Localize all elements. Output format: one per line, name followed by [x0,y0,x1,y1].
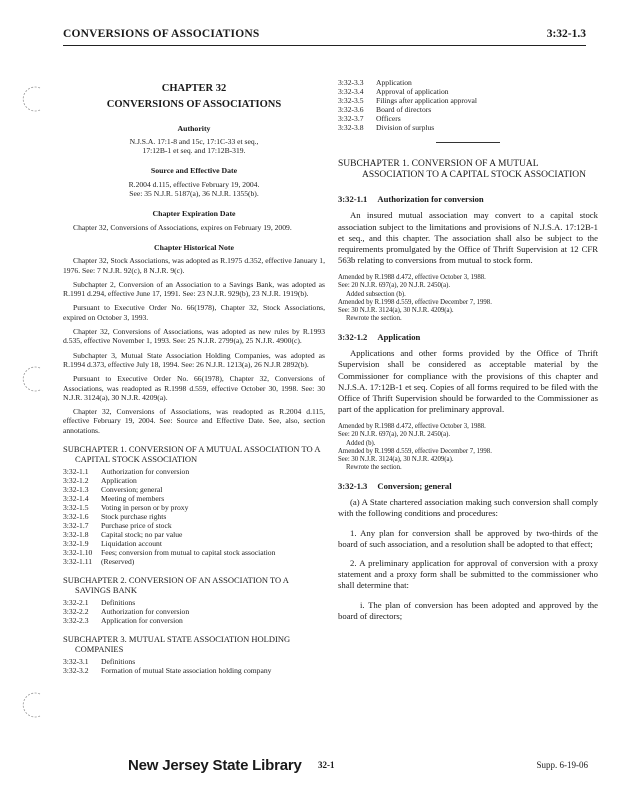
supplement-date: Supp. 6-19-06 [536,760,588,770]
section-text: i. The plan of conversion has been adopted and approved by the board of directors; [338,599,598,621]
section-text: An insured mutual association may convert to a capital stock association subject to the limitations and provisions of N.J.S.A. 17:12B-1 et seq., and this chapter. The association shall also be subject to the requirements promulgated by the Office of Thrift Supervision at 12 CFR 563b relating to conversions from mutual to stock form. [338,210,598,266]
history-paragraph: Chapter 32, Conversions of Associations, was readopted as R.2004 d.115, effective February 19, 2004. See: Source and Effective Date. See, also, section annotations. [63,407,325,435]
subchapter-2-heading: SUBCHAPTER 2. CONVERSION OF AN ASSOCIATION TO A SAVINGS BANK [63,575,289,595]
toc-item[interactable]: 3:32-1.11 (Reserved) [63,557,135,567]
amendment-history: Amended by R.1988 d.472, effective October 3, 1988. See: 20 N.J.R. 697(a), 20 N.J.R. 2450(a). Added (b). Amended by R.1998 d.559, effective December 7, 1998. See: 30 N.J.R. 3124(a), 30 N.J.R. 4209(a). Rewrote the section. [338,423,492,471]
toc-item[interactable]: 3:32-2.1 Definitions [63,598,136,608]
subchapter-1-heading: SUBCHAPTER 1. CONVERSION OF A MUTUAL ASSOCIATION TO A CAPITAL STOCK ASSOCIATION [63,444,321,464]
section-heading: 3:32-1.2 Application [338,331,421,342]
section-heading: 3:32-1.3 Conversion; general [338,480,452,491]
punch-hole-icon [18,690,48,720]
toc-item[interactable]: 3:32-3.3 Application [338,78,412,87]
subchapter-3-heading: SUBCHAPTER 3. MUTUAL STATE ASSOCIATION HOLDING COMPANIES [63,634,291,654]
punch-hole-icon [18,364,48,394]
left-column [63,72,325,675]
authority-heading: Authority [177,123,211,133]
toc-item[interactable]: 3:32-3.2 Formation of mutual State association holding company [63,666,272,676]
right-column [338,78,598,630]
chapter-number: CHAPTER 32 [161,83,227,94]
subchapter-1-title: SUBCHAPTER 1. CONVERSION OF A MUTUAL ASSOCIATION TO A CAPITAL STOCK ASSOCIATION [338,159,587,180]
source-heading: Source and Effective Date [150,166,238,176]
toc-item[interactable]: 3:32-2.3 Application for conversion [63,616,183,626]
toc-item[interactable]: 3:32-2.2 Authorization for conversion [63,607,190,617]
section-text: 2. A preliminary application for approval of conversion with a proxy statement and a proxy form shall be submitted to the commissioner who shall determine that: [338,558,598,591]
section-text: Applications and other forms provided by the Office of Thrift Supervision shall be considered as acceptable material by the Commissioner for compliance with the provisions of this chapter and N.J.S.A. 17:12B-1 et seq. Copies of all forms required to be filed with the Office of Thrift Supervision should be forwarded to the Commissioner as part of the application for preliminary approval. [338,348,598,415]
toc-item[interactable]: 3:32-1.4 Meeting of members [63,494,165,504]
expiration-heading: Chapter Expiration Date [152,209,236,219]
toc-item[interactable]: 3:32-3.4 Approval of application [338,87,449,96]
library-stamp: New Jersey State Library [128,757,302,774]
toc-item[interactable]: 3:32-3.8 Division of surplus [338,123,435,132]
toc-item[interactable]: 3:32-1.1 Authorization for conversion [63,467,190,477]
authority-line: 17:12B-1 et seq. and 17:12B-319. [142,146,246,156]
source-line: R.2004 d.115, effective February 19, 2004. [128,179,260,189]
history-paragraph: Pursuant to Executive Order No. 66(1978), Chapter 32, Conversions of Associations, was readopted as R.1998 d.559, effective October 30, 1998. See: 30 N.J.R. 3124(a), 30 N.J.R. 4209(a). [63,374,325,402]
running-header-title: CONVERSIONS OF ASSOCIATIONS [63,28,260,40]
section-heading: 3:32-1.1 Authorization for conversion [338,194,484,204]
section-text: 1. Any plan for conversion shall be approved by two-thirds of the board of such association, and a resolution shall be adopted to that effect; [338,527,598,549]
toc-item[interactable]: 3:32-3.6 Board of directors [338,105,432,114]
toc-item[interactable]: 3:32-1.10 Fees; conversion from mutual to capital stock association [63,548,276,558]
expiration-text: Chapter 32, Conversions of Associations, expires on February 19, 2009. [73,222,292,232]
page-number: 32-1 [318,760,335,770]
punch-hole-icon [18,84,48,114]
header-rule [63,45,586,46]
toc-item[interactable]: 3:32-1.8 Capital stock; no par value [63,530,183,540]
toc-item[interactable]: 3:32-1.2 Application [63,476,137,486]
history-paragraph: Subchapter 2, Conversion of an Association to a Savings Bank, was adopted as R.1991 d.294, effective June 17, 1991. See: 23 N.J.R. 929(b), 23 N.J.R. 1919(b). [63,279,325,299]
history-paragraph: Chapter 32, Stock Associations, was adopted as R.1975 d.352, effective January 1, 1976. See: 7 N.J.R. 92(c), 8 N.J.R. 9(c). [63,256,325,275]
history-paragraph: Chapter 32, Conversions of Associations, was adopted as new rules by R.1993 d.535, effective November 1, 1993. See: 25 N.J.R. 2799(a), 25 N.J.R. 4900(c). [63,327,325,346]
toc-item[interactable]: 3:32-1.3 Conversion; general [63,485,163,495]
amendment-history: Amended by R.1988 d.472, effective October 3, 1988. See: 20 N.J.R. 697(a), 20 N.J.R. 2450(a). Added subsection (b). Amended by R.1998 d.559, effective December 7, 1998. See: 30 N.J.R. 3124(a), 30 N.J.R. 4209(a). Rewrote the section. [338,274,492,322]
source-line: See: 35 N.J.R. 5187(a), 36 N.J.R. 1355(b). [129,189,259,199]
toc-item[interactable]: 3:32-1.6 Stock purchase rights [63,512,167,522]
toc-item[interactable]: 3:32-3.1 Definitions [63,657,136,667]
history-heading: Chapter Historical Note [154,242,234,252]
history-paragraph: Subchapter 3, Mutual State Association Holding Companies, was adopted as R.1994 d.373, effective July 18, 1994. See: 26 N.J.R. 1213(a), 26 N.J.R 2892(b). [63,350,325,369]
toc-item[interactable]: 3:32-1.7 Purchase price of stock [63,521,172,531]
running-header-section: 3:32-1.3 [546,28,586,40]
section-text: (a) A State chartered association making such conversion shall comply with the following conditions and procedures: [338,497,598,519]
history-paragraph: Pursuant to Executive Order No. 66(1978), Chapter 32, Stock Associations, expired on October 3, 1993. [63,303,325,322]
toc-item[interactable]: 3:32-3.7 Officers [338,114,401,123]
authority-line: N.J.S.A. 17:1-8 and 15c, 17:1C-33 et seq., [129,136,259,146]
toc-item[interactable]: 3:32-1.9 Liquidation account [63,539,162,549]
section-divider [436,142,500,143]
toc-item[interactable]: 3:32-3.5 Filings after application approval [338,96,478,105]
toc-item[interactable]: 3:32-1.5 Voting in person or by proxy [63,503,189,513]
chapter-title: CONVERSIONS OF ASSOCIATIONS [106,99,282,111]
